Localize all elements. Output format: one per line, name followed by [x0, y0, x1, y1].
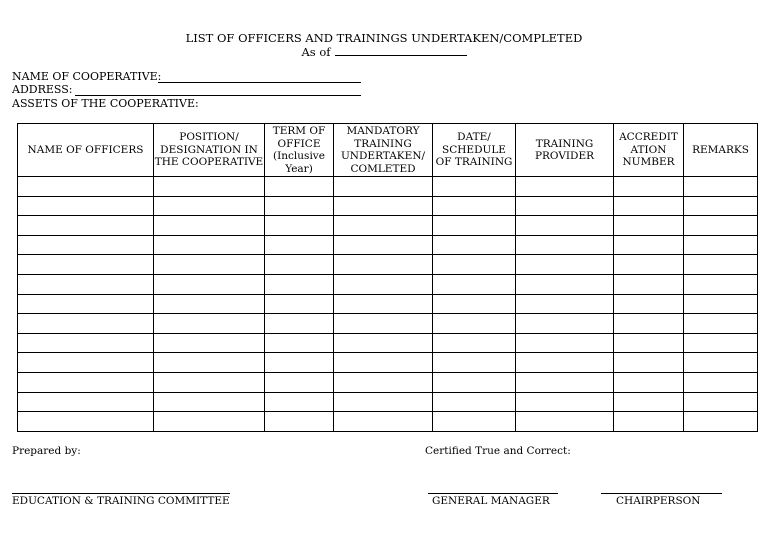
table-cell[interactable]: [265, 353, 334, 373]
table-row: [18, 294, 758, 314]
table-row: [18, 333, 758, 353]
table-cell[interactable]: [334, 216, 433, 236]
general-manager-label: GENERAL MANAGER: [432, 495, 550, 507]
certified-label: Certified True and Correct:: [425, 445, 571, 457]
table-cell[interactable]: [516, 294, 614, 314]
table-row: [18, 314, 758, 334]
table-cell[interactable]: [516, 177, 614, 197]
table-cell[interactable]: [18, 412, 154, 432]
table-cell[interactable]: [684, 274, 758, 294]
table-cell[interactable]: [516, 392, 614, 412]
table-cell[interactable]: [334, 353, 433, 373]
table-cell[interactable]: [265, 392, 334, 412]
address-label: ADDRESS:: [12, 83, 73, 96]
table-cell[interactable]: [265, 177, 334, 197]
table-cell[interactable]: [433, 255, 516, 275]
table-cell[interactable]: [18, 177, 154, 197]
table-cell[interactable]: [334, 177, 433, 197]
table-cell[interactable]: [265, 255, 334, 275]
table-cell[interactable]: [18, 274, 154, 294]
chairperson-label: CHAIRPERSON: [616, 495, 701, 507]
table-cell[interactable]: [154, 314, 265, 334]
as-of-line: [0, 45, 768, 59]
table-cell[interactable]: [433, 235, 516, 255]
table-cell[interactable]: [154, 196, 265, 216]
table-cell[interactable]: [516, 412, 614, 432]
table-cell[interactable]: [684, 235, 758, 255]
table-cell[interactable]: [154, 274, 265, 294]
table-cell[interactable]: [684, 196, 758, 216]
committee-label: EDUCATION & TRAINING COMMITTEE: [12, 495, 230, 507]
table-cell[interactable]: [154, 353, 265, 373]
table-cell[interactable]: [154, 412, 265, 432]
officers-table: [17, 123, 758, 432]
table-cell[interactable]: [433, 372, 516, 392]
header-position: POSITION/ DESIGNATION IN THE COOPERATIVE: [154, 124, 265, 177]
table-cell[interactable]: [614, 274, 684, 294]
table-cell[interactable]: [614, 372, 684, 392]
table-cell[interactable]: [684, 353, 758, 373]
table-cell[interactable]: [265, 216, 334, 236]
table-cell[interactable]: [18, 255, 154, 275]
table-cell[interactable]: [265, 235, 334, 255]
table-cell[interactable]: [265, 196, 334, 216]
as-of-label: As of: [301, 45, 331, 59]
cooperative-name-blank: [158, 82, 361, 83]
table-cell[interactable]: [334, 412, 433, 432]
table-cell[interactable]: [614, 314, 684, 334]
table-cell[interactable]: [684, 392, 758, 412]
table-cell[interactable]: [684, 412, 758, 432]
table-cell[interactable]: [433, 392, 516, 412]
table-cell[interactable]: [614, 353, 684, 373]
table-cell[interactable]: [516, 216, 614, 236]
table-cell[interactable]: [684, 216, 758, 236]
table-cell[interactable]: [433, 353, 516, 373]
table-cell[interactable]: [334, 294, 433, 314]
table-cell[interactable]: [433, 333, 516, 353]
table-row: [18, 274, 758, 294]
page-title: LIST OF OFFICERS AND TRAININGS UNDERTAKEN/COMPLETED: [185, 31, 583, 45]
chairperson-signature-line: [601, 493, 722, 494]
table-cell[interactable]: [18, 333, 154, 353]
table-cell[interactable]: [18, 216, 154, 236]
table-cell[interactable]: [516, 333, 614, 353]
table-cell[interactable]: [516, 372, 614, 392]
table-cell[interactable]: [334, 314, 433, 334]
table-cell[interactable]: [684, 177, 758, 197]
header-date-schedule: DATE/ SCHEDULE OF TRAINING: [433, 124, 516, 177]
table-cell[interactable]: [334, 196, 433, 216]
as-of-blank: [335, 45, 467, 56]
table-cell[interactable]: [614, 255, 684, 275]
table-cell[interactable]: [265, 294, 334, 314]
table-cell[interactable]: [18, 372, 154, 392]
table-cell[interactable]: [684, 372, 758, 392]
table-cell[interactable]: [516, 196, 614, 216]
table-cell[interactable]: [154, 216, 265, 236]
assets-label: ASSETS OF THE COOPERATIVE:: [12, 97, 199, 110]
table-cell[interactable]: [334, 392, 433, 412]
table-cell[interactable]: [433, 314, 516, 334]
table-header-row: [18, 124, 758, 177]
table-cell[interactable]: [516, 255, 614, 275]
table-row: [18, 255, 758, 275]
cooperative-name-label: NAME OF COOPERATIVE:: [12, 70, 162, 83]
table-cell[interactable]: [265, 274, 334, 294]
table-cell[interactable]: [684, 294, 758, 314]
table-body: [18, 177, 758, 432]
table-cell[interactable]: [516, 353, 614, 373]
table-cell[interactable]: [154, 392, 265, 412]
table-cell[interactable]: [154, 177, 265, 197]
table-cell[interactable]: [18, 353, 154, 373]
form-header: [0, 32, 768, 59]
table-row: [18, 372, 758, 392]
table-cell[interactable]: [684, 333, 758, 353]
table-cell[interactable]: [614, 196, 684, 216]
table-cell[interactable]: [614, 333, 684, 353]
table-cell[interactable]: [516, 274, 614, 294]
table-row: [18, 392, 758, 412]
header-training-provider: TRAINING PROVIDER: [516, 124, 614, 177]
header-remarks: REMARKS: [684, 124, 758, 177]
table-cell[interactable]: [516, 314, 614, 334]
table-cell[interactable]: [614, 392, 684, 412]
table-cell[interactable]: [433, 274, 516, 294]
header-accreditation-number: ACCREDIT ATION NUMBER: [614, 124, 684, 177]
table-row: [18, 235, 758, 255]
table-cell[interactable]: [334, 372, 433, 392]
table-cell[interactable]: [334, 235, 433, 255]
table-cell[interactable]: [614, 216, 684, 236]
table-cell[interactable]: [614, 177, 684, 197]
address-blank: [75, 95, 361, 96]
table-cell[interactable]: [614, 294, 684, 314]
header-name-of-officers: NAME OF OFFICERS: [18, 124, 154, 177]
table-row: [18, 353, 758, 373]
table-row: [18, 216, 758, 236]
table-cell[interactable]: [154, 294, 265, 314]
table-cell[interactable]: [154, 235, 265, 255]
table-cell[interactable]: [18, 235, 154, 255]
committee-signature-line: [12, 493, 230, 494]
table-cell[interactable]: [265, 412, 334, 432]
header-mandatory-training: MANDATORY TRAINING UNDERTAKEN/ COMLETED: [334, 124, 433, 177]
table-cell[interactable]: [265, 372, 334, 392]
table-cell[interactable]: [18, 392, 154, 412]
table-cell[interactable]: [265, 314, 334, 334]
table-cell[interactable]: [614, 235, 684, 255]
table-cell[interactable]: [154, 333, 265, 353]
table-cell[interactable]: [684, 314, 758, 334]
table-row: [18, 412, 758, 432]
table-cell[interactable]: [516, 235, 614, 255]
header-term-of-office: TERM OF OFFICE (Inclusive Year): [265, 124, 334, 177]
table-cell[interactable]: [684, 255, 758, 275]
table-cell[interactable]: [154, 372, 265, 392]
table-cell[interactable]: [18, 196, 154, 216]
table-cell[interactable]: [18, 294, 154, 314]
table-cell[interactable]: [433, 216, 516, 236]
table-row: [18, 177, 758, 197]
table-cell[interactable]: [334, 255, 433, 275]
table-cell[interactable]: [265, 333, 334, 353]
table-cell[interactable]: [614, 412, 684, 432]
table-cell[interactable]: [154, 255, 265, 275]
table-cell[interactable]: [433, 412, 516, 432]
general-manager-signature-line: [428, 493, 558, 494]
table-cell[interactable]: [334, 333, 433, 353]
table-cell[interactable]: [433, 177, 516, 197]
table-cell[interactable]: [433, 294, 516, 314]
table-cell[interactable]: [433, 196, 516, 216]
table-row: [18, 196, 758, 216]
prepared-by-label: Prepared by:: [12, 445, 81, 457]
table-cell[interactable]: [18, 314, 154, 334]
table-cell[interactable]: [334, 274, 433, 294]
